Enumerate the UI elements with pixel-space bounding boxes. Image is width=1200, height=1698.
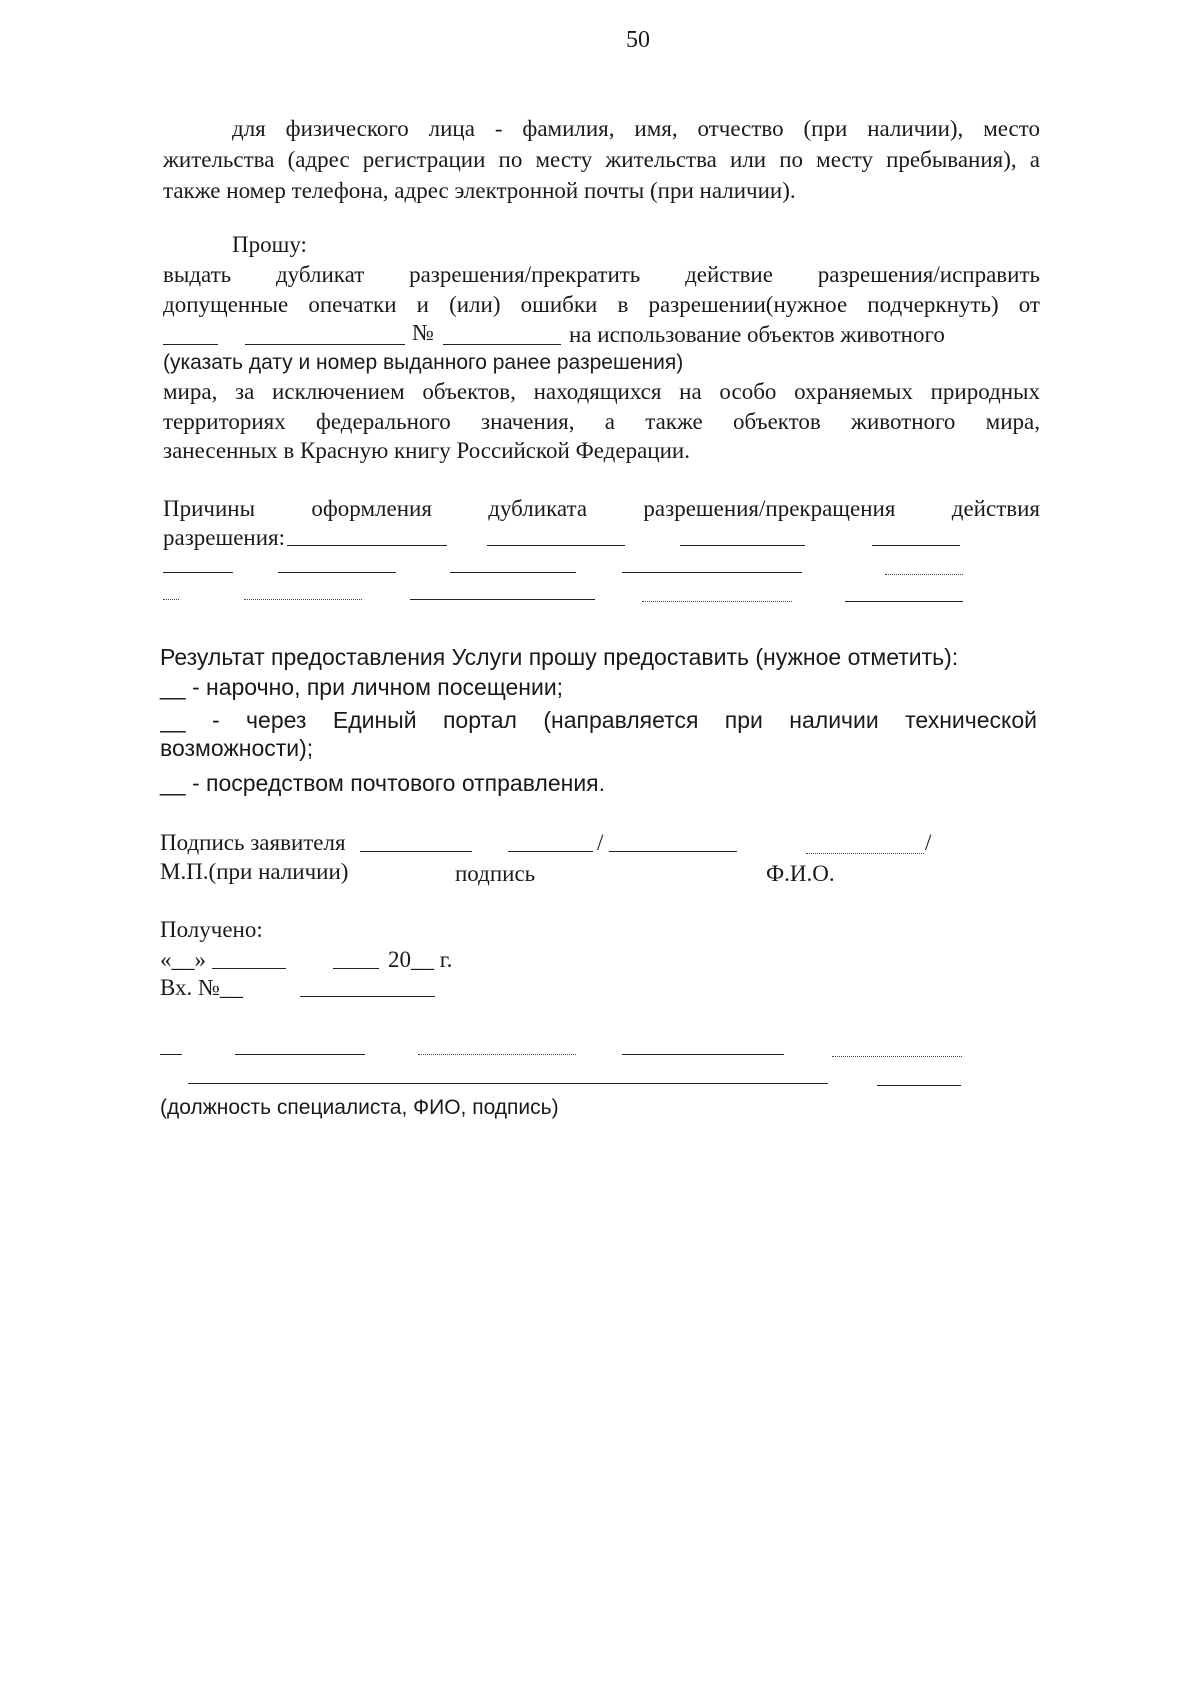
received-date-open: «__»	[160, 947, 206, 972]
received-month-line-b	[333, 968, 379, 969]
request-date-line-a	[163, 344, 218, 345]
specialist-line-6	[188, 1083, 828, 1084]
fio-caption: Ф.И.О.	[766, 861, 835, 886]
reasons-line-field-7	[450, 572, 576, 573]
specialist-line-7	[877, 1085, 961, 1086]
reasons-line-field-1	[287, 545, 447, 546]
specialist-line-3	[418, 1054, 576, 1055]
result-heading: Результат предоставления Услуги прошу предоставить (нужное отметить):	[160, 644, 959, 670]
request-line-6: занесенных в Красную книгу Российской Федерации.	[163, 438, 690, 463]
incoming-number: Вх. №__	[160, 975, 243, 1000]
request-number-line	[443, 344, 561, 345]
request-heading: Прошу:	[232, 232, 307, 257]
specialist-line-1	[160, 1054, 182, 1055]
reasons-line-field-9	[885, 574, 963, 575]
result-option-mail: __ - посредством почтового отправления.	[160, 770, 606, 796]
reasons-line-field-3	[680, 545, 805, 546]
request-date-line-b	[245, 344, 405, 345]
request-line-2: допущенные опечатки и (или) ошибки в разрешении(нужное подчеркнуть) от	[163, 292, 1040, 317]
applicant-note-line-3: также номер телефона, адрес электронной почты (при наличии).	[163, 178, 796, 203]
reasons-line-field-13	[642, 601, 792, 602]
applicant-note-line-1: для физического лица - фамилия, имя, отчество (при наличии), место	[232, 116, 1040, 141]
reasons-line-field-6	[278, 572, 396, 573]
specialist-line-5	[832, 1056, 962, 1057]
reasons-line-field-8	[622, 572, 802, 573]
signature-line-3	[609, 851, 737, 852]
signature-label: Подпись заявителя	[160, 830, 346, 855]
incoming-number-line	[300, 996, 435, 997]
request-hint: (указать дату и номер выданного ранее разрешения)	[163, 351, 684, 374]
reasons-line-field-10	[163, 599, 179, 600]
specialist-line-2	[235, 1054, 365, 1055]
signature-slash: /	[597, 830, 604, 855]
applicant-note-line-2: жительства (адрес регистрации по месту жительства или по месту пребывания), а	[163, 147, 1040, 172]
request-line-4: мира, за исключением объектов, находящихся на особо охраняемых природных	[163, 379, 1040, 404]
request-line-3-tail: на использование объектов животного	[569, 322, 945, 347]
reasons-line-field-11	[244, 599, 362, 600]
stamp-label: М.П.(при наличии)	[160, 859, 349, 884]
reasons-line-field-12	[410, 599, 595, 600]
page-number: 50	[626, 27, 650, 53]
reasons-line-field-14	[845, 601, 963, 602]
signature-slash-end: /	[925, 830, 932, 855]
received-year: 20__ г.	[388, 947, 453, 972]
signature-line-2	[508, 851, 593, 852]
result-option-portal-cont: возможности);	[160, 735, 314, 761]
reasons-line-field-5	[163, 572, 233, 573]
received-label: Получено:	[160, 917, 263, 942]
result-option-in-person: __ - нарочно, при личном посещении;	[160, 674, 564, 700]
specialist-caption: (должность специалиста, ФИО, подпись)	[160, 1096, 559, 1119]
received-month-line-a	[212, 968, 286, 969]
request-line-1: выдать дубликат разрешения/прекратить действие разрешения/исправить	[163, 262, 1040, 287]
request-number-sign: №	[412, 320, 434, 345]
reasons-label: разрешения:	[163, 525, 286, 550]
result-option-portal: __ - через Единый портал (направляется при наличии технической	[160, 707, 1037, 733]
signature-line-4	[806, 853, 924, 854]
request-line-5: территориях федерального значения, а также объектов животного мира,	[163, 409, 1040, 434]
reasons-line-1: Причины оформления дубликата разрешения/прекращения действия	[163, 496, 1040, 521]
specialist-line-4	[622, 1054, 784, 1055]
signature-line-1	[360, 851, 472, 852]
reasons-line-field-2	[487, 545, 625, 546]
signature-caption: подпись	[455, 861, 536, 886]
reasons-line-field-4	[872, 545, 960, 546]
